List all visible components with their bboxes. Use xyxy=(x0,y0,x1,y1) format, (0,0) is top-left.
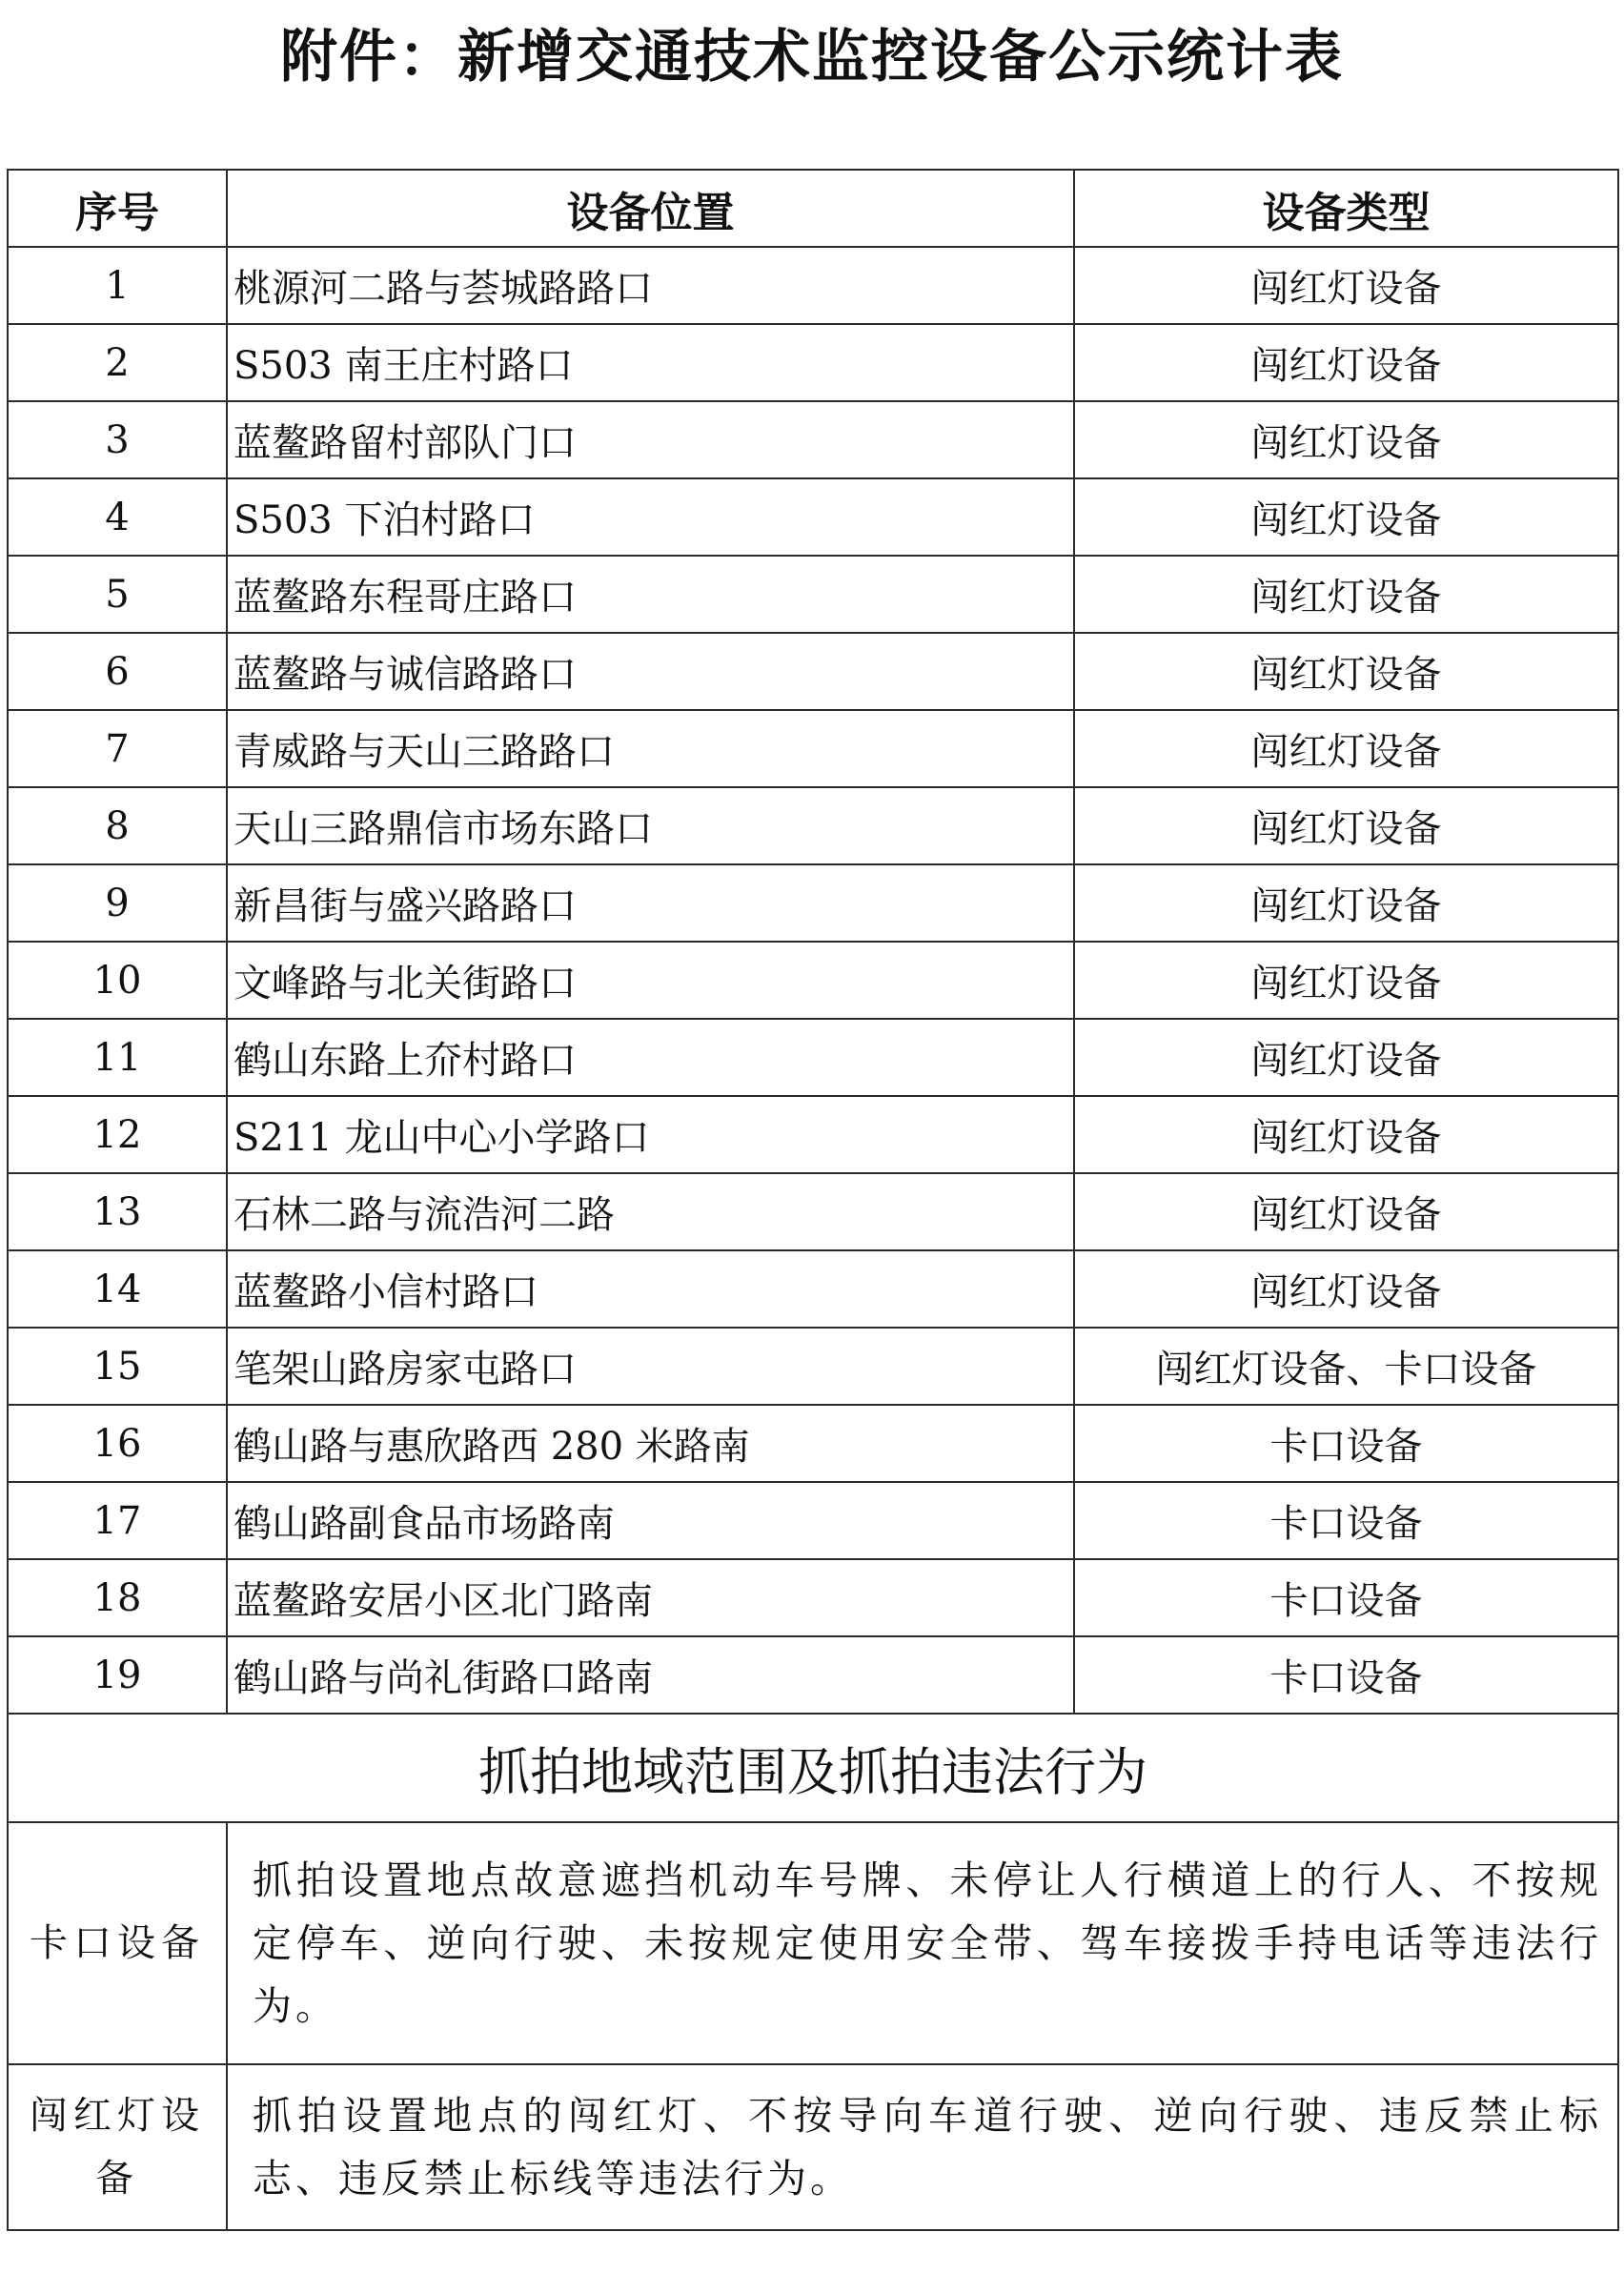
row-num: 4 xyxy=(8,478,227,556)
table-row xyxy=(8,787,1618,864)
row-location: 桃源河二路与荟城路路口 xyxy=(227,247,1074,324)
row-num: 15 xyxy=(8,1328,227,1405)
row-num: 19 xyxy=(8,1636,227,1714)
header-type: 设备类型 xyxy=(1074,170,1618,247)
category-description: 抓拍设置地点故意遮挡机动车号牌、未停让人行横道上的行人、不按规定停车、逆向行驶、未按规定使用安全带、驾车接拨手持电话等违法行为。 xyxy=(227,1822,1618,2064)
table-row xyxy=(8,401,1618,478)
scope-category-row xyxy=(8,1822,1618,2064)
row-type: 闯红灯设备 xyxy=(1074,401,1618,478)
table-row xyxy=(8,1096,1618,1173)
category-label: 卡口设备 xyxy=(8,1822,227,2064)
row-type: 闯红灯设备 xyxy=(1074,710,1618,787)
device-table xyxy=(7,169,1619,2231)
row-location: 笔架山路房家屯路口 xyxy=(227,1328,1074,1405)
row-type: 闯红灯设备、卡口设备 xyxy=(1074,1328,1618,1405)
scope-title: 抓拍地域范围及抓拍违法行为 xyxy=(8,1714,1618,1822)
row-type: 闯红灯设备 xyxy=(1074,864,1618,942)
row-num: 3 xyxy=(8,401,227,478)
table-row xyxy=(8,1636,1618,1714)
row-num: 11 xyxy=(8,1019,227,1096)
row-type: 卡口设备 xyxy=(1074,1482,1618,1559)
row-location: 文峰路与北关街路口 xyxy=(227,942,1074,1019)
row-num: 18 xyxy=(8,1559,227,1636)
row-location: 鹤山东路上夼村路口 xyxy=(227,1019,1074,1096)
row-num: 8 xyxy=(8,787,227,864)
row-location: 鹤山路副食品市场路南 xyxy=(227,1482,1074,1559)
category-label: 闯红灯设备 xyxy=(8,2064,227,2230)
table-row xyxy=(8,324,1618,401)
row-type: 闯红灯设备 xyxy=(1074,1096,1618,1173)
scope-category-row xyxy=(8,2064,1618,2230)
row-num: 2 xyxy=(8,324,227,401)
row-type: 闯红灯设备 xyxy=(1074,787,1618,864)
header-num: 序号 xyxy=(8,170,227,247)
table-row xyxy=(8,942,1618,1019)
row-type: 闯红灯设备 xyxy=(1074,247,1618,324)
row-type: 闯红灯设备 xyxy=(1074,478,1618,556)
row-num: 6 xyxy=(8,633,227,710)
row-type: 闯红灯设备 xyxy=(1074,1019,1618,1096)
row-type: 卡口设备 xyxy=(1074,1636,1618,1714)
row-type: 闯红灯设备 xyxy=(1074,556,1618,633)
row-type: 闯红灯设备 xyxy=(1074,942,1618,1019)
row-location: 青威路与天山三路路口 xyxy=(227,710,1074,787)
table-row xyxy=(8,1250,1618,1328)
table-row xyxy=(8,478,1618,556)
table-header-row xyxy=(8,170,1618,247)
row-location: 蓝鳌路东程哥庄路口 xyxy=(227,556,1074,633)
row-location: 天山三路鼎信市场东路口 xyxy=(227,787,1074,864)
row-num: 13 xyxy=(8,1173,227,1250)
row-location: 蓝鳌路留村部队门口 xyxy=(227,401,1074,478)
row-num: 17 xyxy=(8,1482,227,1559)
row-num: 7 xyxy=(8,710,227,787)
row-location: 新昌街与盛兴路路口 xyxy=(227,864,1074,942)
row-type: 卡口设备 xyxy=(1074,1405,1618,1482)
row-num: 9 xyxy=(8,864,227,942)
row-type: 闯红灯设备 xyxy=(1074,1250,1618,1328)
table-row xyxy=(8,1405,1618,1482)
document-title: 附件：新增交通技术监控设备公示统计表 xyxy=(280,24,1344,91)
row-location: 鹤山路与惠欣路西 280 米路南 xyxy=(227,1405,1074,1482)
row-location: 蓝鳌路安居小区北门路南 xyxy=(227,1559,1074,1636)
row-type: 卡口设备 xyxy=(1074,1559,1618,1636)
header-location: 设备位置 xyxy=(227,170,1074,247)
row-num: 1 xyxy=(8,247,227,324)
category-description: 抓拍设置地点的闯红灯、不按导向车道行驶、逆向行驶、违反禁止标志、违反禁止标线等违法行为。 xyxy=(227,2064,1618,2230)
row-location: 鹤山路与尚礼街路口路南 xyxy=(227,1636,1074,1714)
row-num: 5 xyxy=(8,556,227,633)
table-row xyxy=(8,1328,1618,1405)
table-row xyxy=(8,247,1618,324)
row-type: 闯红灯设备 xyxy=(1074,324,1618,401)
row-location: S503 下泊村路口 xyxy=(227,478,1074,556)
table-row xyxy=(8,1559,1618,1636)
row-type: 闯红灯设备 xyxy=(1074,1173,1618,1250)
row-location: 蓝鳌路与诚信路路口 xyxy=(227,633,1074,710)
table-row xyxy=(8,864,1618,942)
table-row xyxy=(8,710,1618,787)
table-row xyxy=(8,1482,1618,1559)
row-num: 10 xyxy=(8,942,227,1019)
table-row xyxy=(8,1173,1618,1250)
row-location: S211 龙山中心小学路口 xyxy=(227,1096,1074,1173)
row-location: S503 南王庄村路口 xyxy=(227,324,1074,401)
row-type: 闯红灯设备 xyxy=(1074,633,1618,710)
row-num: 12 xyxy=(8,1096,227,1173)
scope-title-row xyxy=(8,1714,1618,1822)
table-row xyxy=(8,556,1618,633)
row-num: 14 xyxy=(8,1250,227,1328)
table-row xyxy=(8,633,1618,710)
row-location: 蓝鳌路小信村路口 xyxy=(227,1250,1074,1328)
row-location: 石林二路与流浩河二路 xyxy=(227,1173,1074,1250)
row-num: 16 xyxy=(8,1405,227,1482)
table-row xyxy=(8,1019,1618,1096)
